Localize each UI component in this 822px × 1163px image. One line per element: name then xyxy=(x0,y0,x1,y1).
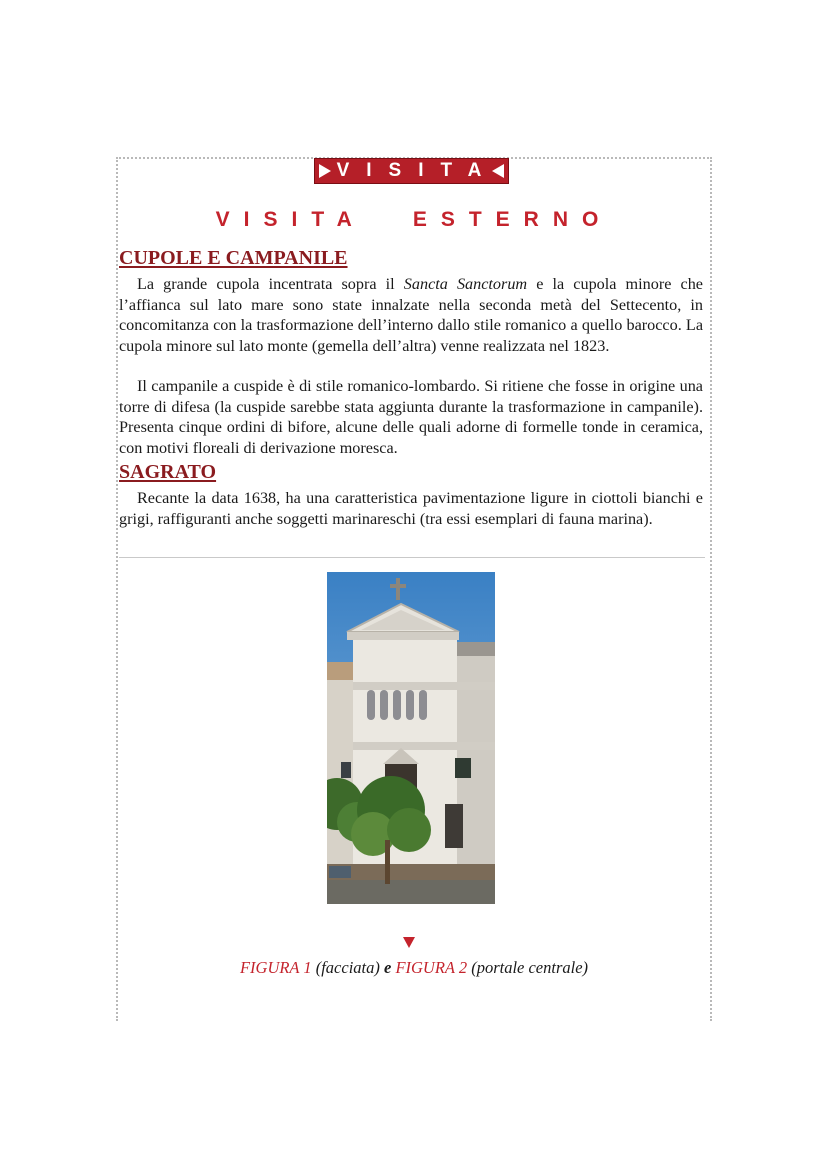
divider xyxy=(119,557,705,558)
church-facade-photo xyxy=(327,572,495,904)
figura-1-link[interactable]: FIGURA 1 xyxy=(239,958,312,977)
figura-2-link[interactable]: FIGURA 2 xyxy=(391,958,468,977)
banner-label: VISITA xyxy=(336,160,499,181)
paragraph-sagrato: Recante la data 1638, ha una caratteristica pavimentazione ligure in ciottoli bianchi e grigi, raffiguranti anche soggetti marinareschi (tra essi esemplari di fauna marina). xyxy=(119,489,703,528)
section-heading-cupole: CUPOLE E CAMPANILE xyxy=(119,247,348,269)
triangle-right-icon xyxy=(319,164,331,178)
sancta-sanctorum-text: Sancta Sanctorum xyxy=(403,275,528,293)
paragraph-campanile: Il campanile a cuspide è di stile romanico-lombardo. Si ritiene che fosse in origine una torre di difesa (la cuspide sarebbe stata aggiunta durante la trasformazione in campanile). Presenta cinque ordini di bifore, alcune delle quali adorne di formelle tonde in ceramica, con motivi floreali di derivazione moresca. xyxy=(119,377,703,457)
page-title: VISITA ESTERNO xyxy=(215,208,613,231)
section-heading-sagrato: SAGRATO xyxy=(119,461,217,483)
triangle-down-icon xyxy=(403,937,415,948)
figure-caption: FIGURA 1 (facciata) e FIGURA 2 (portale centrale) xyxy=(239,958,589,977)
paragraph-cupole: La grande cupola incentrata sopra il Sancta Sanctorum e la cupola minore che l’affianca sul lato mare sono state innalzate nella seconda metà del Settecento, in concomitanza con la trasformazione dell’interno dallo stile romanico a quello barocco. La cupola minore sul lato monte (gemella dell’altra) venne realizzata nel 1823. xyxy=(119,275,703,355)
visita-banner xyxy=(314,158,509,184)
triangle-left-icon xyxy=(492,164,504,178)
